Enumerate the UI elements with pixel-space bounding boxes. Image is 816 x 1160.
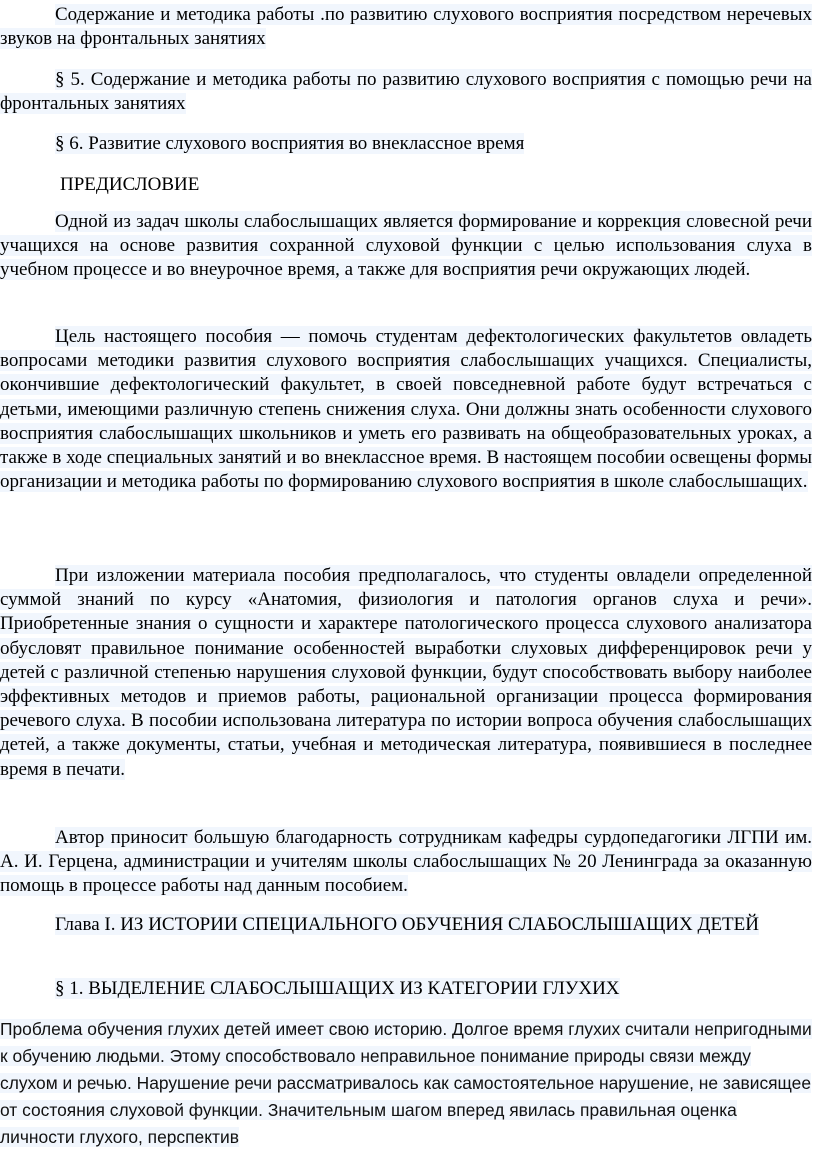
preface-heading: [0, 173, 812, 197]
paragraph-text: Автор приносит большую благодарность сотрудникам кафедры сурдопедагогики ЛГПИ им. А. И. Герцена, администрации и учителям школы слабослышащих № 20 Ленинграда за оказанную помощь в процессе работы над данным пособием.: [0, 827, 812, 897]
toc-item-section-5: [0, 68, 812, 116]
chapter-body-paragraph: [0, 1016, 812, 1151]
preface-paragraph: [0, 325, 812, 494]
paragraph-text: Цель настоящего пособия — помочь студентам дефектологических факультетов овладеть вопросами методики развития слухового восприятия слабослышащих учащихся. Специалисты, окончившие дефектологический факультет, в своей повседневной работе будут встречаться с детьми, имеющими различную степень снижения слуха. Они должны знать особенности слухового восприятия слабослышащих школьников и уметь его развивать на общеобразовательных уроках, а также в ходе специальных занятий и во внеклассное время. В настоящем пособии освещены формы организации и методика работы по формированию слухового восприятия в школе слабослышащих.: [0, 326, 812, 493]
preface-paragraph: [0, 564, 812, 782]
paragraph-text: Одной из задач школы слабослышащих является формирование и коррекция словесной речи учащихся на основе развития сохранной слуховой функции с целью использования слуха в учебном процессе и во внеурочное время, а также для восприятия речи окружающих людей.: [0, 211, 812, 281]
section-title: [0, 977, 812, 1001]
toc-item-section-6: [0, 132, 812, 156]
preface-paragraph: [0, 210, 812, 283]
preface-paragraph: [0, 826, 812, 899]
toc-item-text: § 6. Развитие слухового восприятия во внеклассное время: [55, 133, 525, 154]
toc-item-methods-nonspeech-sounds: [0, 3, 812, 51]
chapter-title: [0, 913, 812, 937]
paragraph-text: При изложении материала пособия предполагалось, что студенты овладели определенной суммой знаний по курсу «Анатомия, физиология и патология органов слуха и речи». Приобретенные знания о сущности и характере патологического процесса слухового анализатора обусловят правильное понимание особенностей выработки слуховых дифференцировок речи у детей с различной степенью нарушения слуховой функции, будут способствовать выбору наиболее эффективных методов и приемов работы, рациональной организации процесса формирования речевого слуха. В пособии использована литература по истории вопроса обучения слабослышащих детей, а также документы, статьи, учебная и методическая литература, появившиеся в последнее время в печати.: [0, 565, 812, 780]
toc-item-text: Содержание и методика работы .по развитию слухового восприятия посредством неречевых звуков на фронтальных занятиях: [0, 4, 812, 50]
section-title-text: § 1. ВЫДЕЛЕНИЕ СЛАБОСЛЫШАЩИХ ИЗ КАТЕГОРИИ ГЛУХИХ: [55, 978, 620, 999]
chapter-title-text: Глава I. ИЗ ИСТОРИИ СПЕЦИАЛЬНОГО ОБУЧЕНИЯ СЛАБОСЛЫШАЩИХ ДЕТЕЙ: [55, 914, 759, 935]
preface-heading-text: ПРЕДИСЛОВИЕ: [60, 174, 200, 195]
paragraph-text: Проблема обучения глухих детей имеет свою историю. Долгое время глухих считали непригодными к обучению людьми. Этому способствовало неправильное понимание природы связи между слухом и речью. Нарушение речи рассматривалось как самостоятельное нарушение, не зависящее от состояния слуховой функции. Значительным шагом вперед явилась правильная оценка личности глухого, перспектив: [0, 1019, 812, 1147]
toc-item-text: § 5. Содержание и методика работы по развитию слухового восприятия с помощью речи на фронтальных занятиях: [0, 69, 812, 115]
